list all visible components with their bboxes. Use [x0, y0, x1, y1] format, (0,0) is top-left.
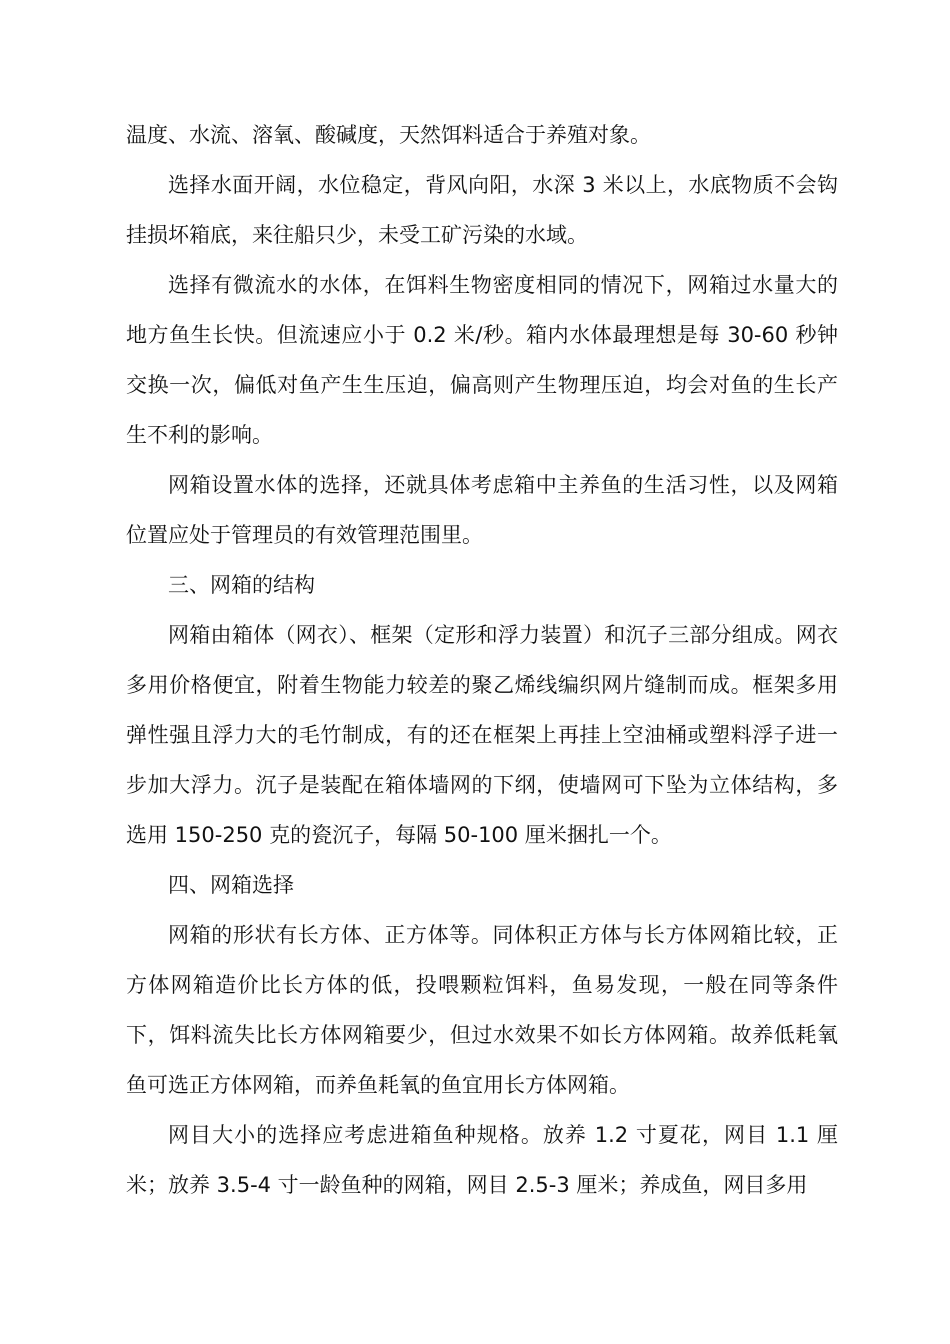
paragraph-flowing-water: 选择有微流水的水体，在饵料生物密度相同的情况下，网箱过水量大的地方鱼生长快。但流速应小于 0.2 米/秒。箱内水体最理想是每 30-60 秒钟交换一次，偏低对鱼产生生压迫，偏高则产生物理压迫，均会对鱼的生长产生不利的影响。 — [126, 273, 838, 447]
paragraph-site-habits: 网箱设置水体的选择，还就具体考虑箱中主养鱼的生活习性，以及网箱位置应处于管理员的有效管理范围里。 — [126, 473, 838, 547]
paragraph-site-water-surface: 选择水面开阔，水位稳定，背风向阳，水深 3 米以上，水底物质不会钩挂损坏箱底，来往船只少，未受工矿污染的水域。 — [126, 173, 838, 247]
paragraph-continuation: 温度、水流、溶氧、酸碱度，天然饵料适合于养殖对象。 — [126, 123, 651, 147]
document-body — [126, 110, 838, 1210]
paragraph-structure: 网箱由箱体（网衣）、框架（定形和浮力装置）和沉子三部分组成。网衣多用价格便宜，附着生物能力较差的聚乙烯线编织网片缝制而成。框架多用弹性强且浮力大的毛竹制成，有的还在框架上再挂上空油桶或塑料浮子进一步加大浮力。沉子是装配在箱体墙网的下纲，使墙网可下坠为立体结构，多选用 150-250 克的瓷沉子，每隔 50-100 厘米捆扎一个。 — [126, 623, 838, 847]
section-heading-selection: 四、网箱选择 — [168, 873, 294, 897]
section-heading-structure: 三、网箱的结构 — [168, 573, 315, 597]
paragraph-shape: 网箱的形状有长方体、正方体等。同体积正方体与长方体网箱比较，正方体网箱造价比长方体的低，投喂颗粒饵料，鱼易发现，一般在同等条件下，饵料流失比长方体网箱要少，但过水效果不如长方体网箱。故养低耗氧鱼可选正方体网箱，而养鱼耗氧的鱼宜用长方体网箱。 — [126, 923, 838, 1097]
paragraph-mesh-size: 网目大小的选择应考虑进箱鱼种规格。放养 1.2 寸夏花，网目 1.1 厘米；放养 3.5-4 寸一龄鱼种的网箱，网目 2.5-3 厘米；养成鱼，网目多用 — [126, 1123, 838, 1197]
